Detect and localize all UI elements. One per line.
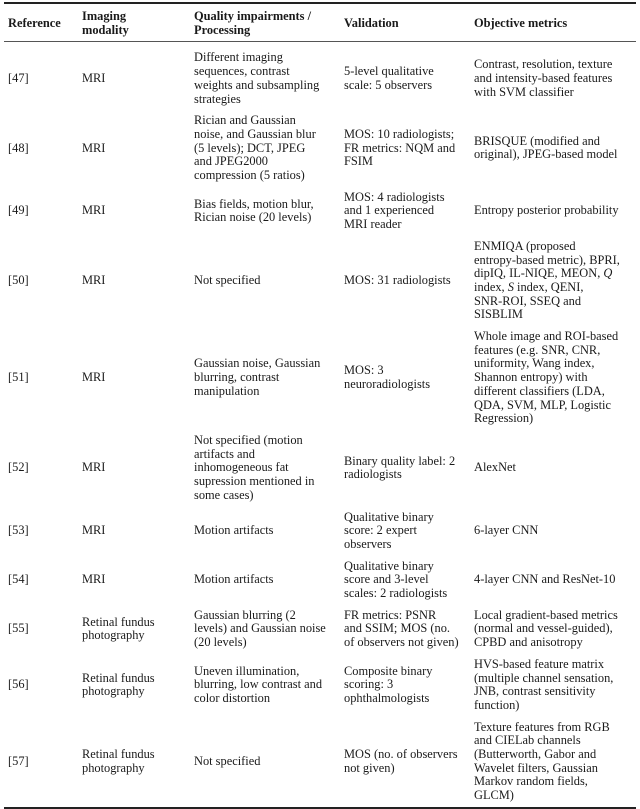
validation-cell: Binary quality label: 2 radiologists [344, 453, 456, 482]
table-header [4, 3, 636, 42]
impairments-cell: Gaussian blurring (2 levels) and Gaussian noise (20 levels) [194, 607, 326, 650]
modality-cell: MRI [82, 273, 106, 288]
validation-cell: MOS: 10 radiologists; FR metrics: NQM and FSIM [344, 126, 456, 169]
validation-cell: Qualitative binary score: 2 expert observers [344, 509, 434, 551]
header-objective-metrics: Objective metrics [474, 15, 568, 30]
impairments-cell: Not specified [194, 273, 261, 288]
metrics-cell: Entropy posterior probability [474, 203, 619, 218]
table-row [4, 605, 636, 654]
metrics-text-part: ENMIQA (proposed entropy-based metric), BPRI, dipIQ, IL-NIQE, MEON, [474, 238, 620, 281]
table-row [4, 187, 636, 236]
table-row [4, 507, 636, 556]
header-validation: Validation [344, 15, 399, 30]
validation-cell: MOS: 31 radiologists [344, 273, 451, 288]
header-imaging-modality: Imaging modality [82, 9, 129, 37]
metrics-cell: 4-layer CNN and ResNet-10 [474, 572, 616, 587]
table-row [4, 717, 636, 808]
metrics-text-part: Q [603, 266, 613, 281]
metrics-cell: Whole image and ROI-based features (e.g. SNR, CNR, uniformity, Wang index, Shannon entropy) with different classifiers (LDA, QDA, SVM, MLP, Logistic Regression) [474, 329, 619, 426]
table-body [4, 42, 636, 808]
reference-cell: [53] [8, 523, 29, 538]
validation-cell: MOS: 3 neuroradiologists [344, 363, 431, 392]
reference-cell: [47] [8, 70, 29, 85]
reference-cell: [56] [8, 677, 29, 692]
modality-cell: Retinal fundus photography [82, 747, 155, 775]
validation-cell: MOS (no. of observers not given) [344, 747, 458, 775]
metrics-cell: HVS-based feature matrix (multiple channel sensation, JNB, contrast sensitivity function) [474, 656, 614, 712]
table-row [4, 110, 636, 187]
table-row [4, 236, 636, 326]
table-row [4, 42, 636, 110]
impairments-cell: Rician and Gaussian noise, and Gaussian blur (5 levels); DCT, JPEG and JPEG2000 compression (5 ratios) [194, 113, 316, 183]
validation-cell: Qualitative binary score and 3-level scales: 2 radiologists [344, 558, 448, 601]
impairments-cell: Motion artifacts [194, 572, 274, 587]
reference-cell: [50] [8, 273, 29, 288]
impairments-cell: Motion artifacts [194, 523, 274, 538]
metrics-cell: BRISQUE (modified and original), JPEG-based model [474, 133, 618, 162]
header-row [4, 3, 636, 42]
modality-cell: MRI [82, 460, 106, 475]
reference-cell: [49] [8, 203, 29, 218]
metrics-cell: Local gradient-based metrics (normal and vessel-guided), CPBD and anisotropy [474, 607, 618, 650]
modality-cell: MRI [82, 370, 106, 385]
modality-cell: MRI [82, 140, 106, 155]
table-row [4, 654, 636, 717]
table-row [4, 430, 636, 507]
metrics-cell [470, 236, 636, 326]
modality-cell: MRI [82, 70, 106, 85]
impairments-cell: Different imaging sequences, contrast weights and subsampling strategies [194, 50, 320, 106]
metrics-cell: Contrast, resolution, texture and intensity-based features with SVM classifier [474, 57, 613, 99]
table-row [4, 556, 636, 605]
impairments-cell: Gaussian noise, Gaussian blurring, contrast manipulation [194, 356, 321, 398]
modality-cell: Retinal fundus photography [82, 670, 155, 699]
reference-cell: [48] [8, 140, 29, 155]
metrics-cell: AlexNet [474, 460, 516, 475]
metrics-cell: 6-layer CNN [474, 523, 539, 538]
validation-cell: MOS: 4 radiologists and 1 experienced MRI reader [344, 189, 445, 232]
impairments-cell: Uneven illumination, blurring, low contrast and color distortion [194, 663, 323, 706]
impairments-cell: Not specified (motion artifacts and inhomogeneous fat supression mentioned in some cases) [194, 432, 315, 502]
modality-cell: MRI [82, 203, 106, 218]
validation-cell: Composite binary scoring: 3 ophthalmologists [344, 663, 433, 706]
validation-cell: FR metrics: PSNR and SSIM; MOS (no. of observers not given) [344, 607, 459, 650]
metrics-text-part: index, [474, 279, 505, 294]
modality-cell: MRI [82, 572, 106, 587]
table-row [4, 326, 636, 430]
header-quality-impairments: Quality impairments / Processing [194, 9, 312, 37]
reference-cell: [51] [8, 370, 29, 385]
header-reference: Reference [8, 15, 61, 30]
literature-table [4, 2, 636, 809]
reference-cell: [52] [8, 460, 29, 475]
reference-cell: [57] [8, 753, 29, 768]
modality-cell: MRI [82, 523, 106, 538]
metrics-text-part: S [507, 279, 514, 294]
metrics-text-part: index, QENI, SNR-ROI, SSEQ and SISBLIM [474, 279, 584, 322]
modality-cell: Retinal fundus photography [82, 614, 155, 643]
metrics-cell: Texture features from RGB and CIELab channels (Butterworth, Gabor and Wavelet filters, Gaussian Markov random fields, GLCM) [474, 719, 610, 803]
reference-cell: [54] [8, 572, 29, 587]
validation-cell: 5-level qualitative scale: 5 observers [344, 64, 434, 92]
reference-cell: [55] [8, 621, 29, 636]
impairments-cell: Bias fields, motion blur, Rician noise (20 levels) [194, 196, 314, 225]
impairments-cell: Not specified [194, 753, 261, 768]
